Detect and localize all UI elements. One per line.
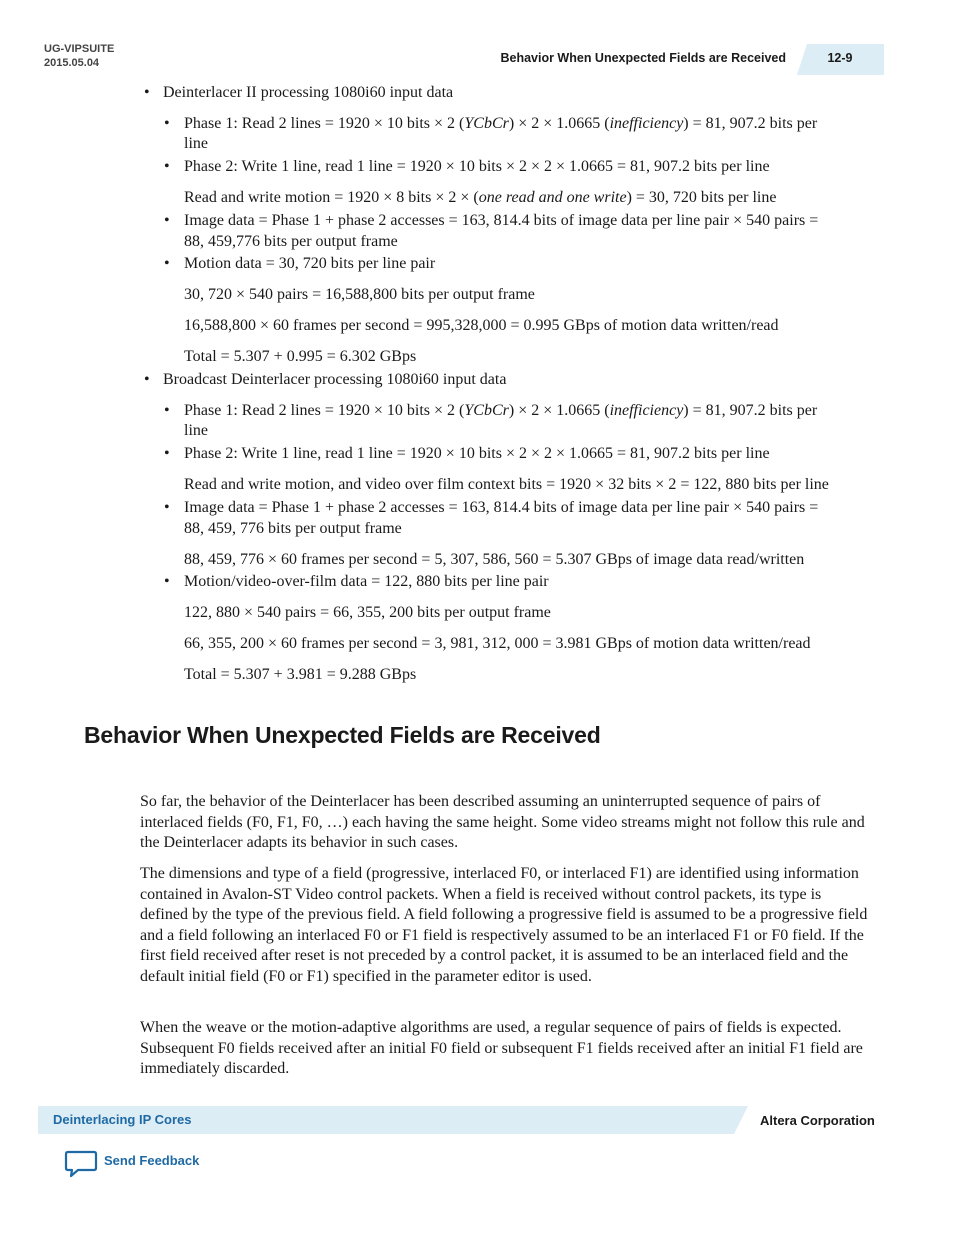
motion-calc-frames: 122, 880 × 540 pairs = 66, 355, 200 bits per output frame bbox=[184, 604, 551, 621]
send-feedback-link[interactable]: Send Feedback bbox=[104, 1153, 200, 1168]
bullet-marker bbox=[164, 498, 170, 518]
image-calc-gbps: 88, 459, 776 × 60 frames per second = 5, 307, 586, 560 = 5.307 GBps of image data read/written bbox=[184, 551, 805, 568]
document-date: 2015.05.04 bbox=[44, 57, 100, 69]
paragraph-3: When the weave or the motion-adaptive algorithms are used, a regular sequence of pairs of fields is expected. Subsequent F0 fields received after an initial F0 field or subsequent F1 fields received after an initial F1 field are immediately discarded. bbox=[140, 1019, 863, 1078]
bullet-marker bbox=[164, 401, 170, 421]
list-item-image-data: Image data = Phase 1 + phase 2 accesses = 163, 814.4 bits of image data per line pair × 540 pairs = bbox=[184, 499, 819, 516]
document-id: UG-VIPSUITE bbox=[44, 43, 115, 55]
bullet-marker bbox=[144, 370, 150, 390]
chapter-link[interactable]: Deinterlacing IP Cores bbox=[53, 1112, 192, 1127]
list-item-motion-data: Motion data = 30, 720 bits per line pair bbox=[184, 255, 436, 272]
total-bandwidth: Total = 5.307 + 3.981 = 9.288 GBps bbox=[184, 666, 417, 683]
bullet-marker bbox=[164, 114, 170, 134]
paragraph-2: The dimensions and type of a field (progressive, interlaced F0, or interlaced F1) are identified using information contained in Avalon-ST Video control packets. When a field is received without control packets, its type is defined by the type of the previous field. A field following a progressive field is assumed to be a progressive field and a field following an interlaced F0 or F1 field is respectively assumed to be an interlaced F1 or F0 field. If the first field received after reset is not preceded by a control packet, it is assumed to be an interlaced field and the default initial field (F0 or F1) specified in the parameter editor is used. bbox=[140, 865, 868, 985]
bullet-marker bbox=[144, 83, 150, 103]
list-item-deinterlacer-ii: Deinterlacer II processing 1080i60 input data bbox=[163, 84, 454, 101]
bullet-marker bbox=[164, 572, 170, 592]
motion-calc-frames: 30, 720 × 540 pairs = 16,588,800 bits per output frame bbox=[184, 286, 535, 303]
list-item-image-data: Image data = Phase 1 + phase 2 accesses = 163, 814.4 bits of image data per line pair × 540 pairs = bbox=[184, 212, 819, 229]
list-item-broadcast-deinterlacer: Broadcast Deinterlacer processing 1080i60 input data bbox=[163, 371, 507, 388]
list-item-phase1-wrap: line bbox=[184, 135, 208, 152]
list-item-phase2: Phase 2: Write 1 line, read 1 line = 1920 × 10 bits × 2 × 2 × 1.0665 = 81, 907.2 bits per line bbox=[184, 445, 770, 462]
list-item-phase1: Phase 1: Read 2 lines = 1920 × 10 bits × 2 (YCbCr) × 2 × 1.0665 (inefficiency) = 81, 907.2 bits per bbox=[184, 402, 818, 419]
list-item-phase1-wrap: line bbox=[184, 422, 208, 439]
speech-bubble-icon[interactable] bbox=[64, 1149, 98, 1179]
company-name: Altera Corporation bbox=[760, 1113, 875, 1128]
list-item-image-data-wrap: 88, 459,776 bits per output frame bbox=[184, 233, 398, 250]
list-item-image-data-wrap: 88, 459, 776 bits per output frame bbox=[184, 520, 402, 537]
running-section-title: Behavior When Unexpected Fields are Received bbox=[500, 51, 786, 65]
motion-calc-gbps: 16,588,800 × 60 frames per second = 995,328,000 = 0.995 GBps of motion data written/read bbox=[184, 317, 779, 334]
bullet-marker bbox=[164, 211, 170, 231]
read-write-motion: Read and write motion, and video over film context bits = 1920 × 32 bits × 2 = 122, 880 bits per line bbox=[184, 476, 829, 493]
bullet-marker bbox=[164, 444, 170, 464]
list-item-phase2: Phase 2: Write 1 line, read 1 line = 1920 × 10 bits × 2 × 2 × 1.0665 = 81, 907.2 bits per line bbox=[184, 158, 770, 175]
paragraph-1: So far, the behavior of the Deinterlacer has been described assuming an uninterrupted sequence of pairs of interlaced fields (F0, F1, F0, …) each having the same height. Some video streams might not follow this rule and the Deinterlacer adapts its behavior in such cases. bbox=[140, 793, 865, 852]
motion-calc-gbps: 66, 355, 200 × 60 frames per second = 3, 981, 312, 000 = 3.981 GBps of motion data written/read bbox=[184, 635, 811, 652]
bullet-marker bbox=[164, 254, 170, 274]
total-bandwidth: Total = 5.307 + 0.995 = 6.302 GBps bbox=[184, 348, 417, 365]
document-id-block bbox=[44, 42, 114, 70]
section-heading: Behavior When Unexpected Fields are Received bbox=[84, 722, 601, 748]
page-number: 12-9 bbox=[827, 51, 853, 65]
list-item-phase1: Phase 1: Read 2 lines = 1920 × 10 bits × 2 (YCbCr) × 2 × 1.0665 (inefficiency) = 81, 907.2 bits per bbox=[184, 115, 818, 132]
read-write-motion: Read and write motion = 1920 × 8 bits × 2 × (one read and one write) = 30, 720 bits per line bbox=[184, 189, 777, 206]
bullet-marker bbox=[164, 157, 170, 177]
list-item-motion-data: Motion/video-over-film data = 122, 880 bits per line pair bbox=[184, 573, 549, 590]
